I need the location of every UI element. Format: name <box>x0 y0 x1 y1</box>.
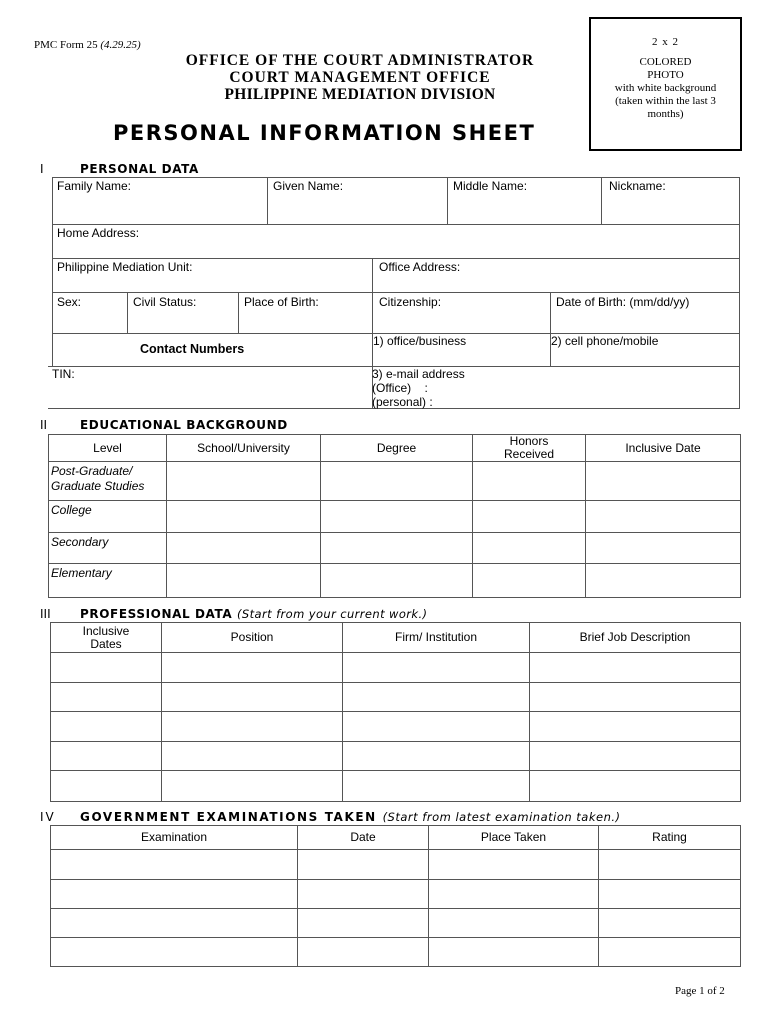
education-cell[interactable] <box>586 462 741 501</box>
photo-line-1: COLORED <box>639 56 692 68</box>
table-row <box>51 712 741 742</box>
education-cell[interactable] <box>167 564 321 598</box>
professional-cell[interactable] <box>530 653 741 683</box>
exam-cell[interactable] <box>298 938 429 967</box>
level-label: College <box>51 503 92 517</box>
professional-cell[interactable] <box>51 712 162 742</box>
office-title-2: COURT MANAGEMENT OFFICE <box>229 69 491 86</box>
table-row <box>51 909 741 938</box>
photo-box[interactable] <box>589 17 742 151</box>
sex-label: Sex: <box>57 295 82 309</box>
office-title-3: PHILIPPINE MEDIATION DIVISION <box>224 86 496 103</box>
exam-cell[interactable] <box>51 880 298 909</box>
section-4-number: IV <box>40 810 56 824</box>
professional-cell[interactable] <box>51 742 162 771</box>
professional-cell[interactable] <box>530 712 741 742</box>
photo-line-2: PHOTO <box>647 69 684 81</box>
education-level-college <box>49 501 167 533</box>
email-office-label: (Office) : <box>372 381 428 395</box>
education-cell[interactable] <box>321 564 473 598</box>
form-number-text: PMC Form 25 <box>34 39 98 51</box>
education-cell[interactable] <box>473 462 586 501</box>
section-3-title: PROFESSIONAL DATA <box>80 607 233 621</box>
exam-cell[interactable] <box>51 850 298 880</box>
form-date: (4.29.25) <box>100 39 141 51</box>
education-level-elementary <box>49 564 167 598</box>
place-of-birth-label: Place of Birth: <box>244 295 319 309</box>
table-row <box>51 771 741 802</box>
table-row <box>51 938 741 967</box>
home-address-field[interactable] <box>52 224 740 259</box>
education-level-postgrad <box>49 462 167 501</box>
exam-cell[interactable] <box>599 880 741 909</box>
table-row <box>51 683 741 712</box>
nickname-label: Nickname: <box>609 179 666 193</box>
professional-cell[interactable] <box>343 712 530 742</box>
table-row <box>51 850 741 880</box>
photo-line-5: months) <box>647 108 684 120</box>
professional-cell[interactable] <box>343 742 530 771</box>
education-cell[interactable] <box>586 564 741 598</box>
email-block <box>372 367 465 409</box>
tin-field[interactable] <box>48 366 373 409</box>
middle-name-label: Middle Name: <box>453 179 528 193</box>
professional-header-description: Brief Job Description <box>530 623 741 653</box>
professional-cell[interactable] <box>162 653 343 683</box>
professional-header-firm: Firm/ Institution <box>343 623 530 653</box>
professional-cell[interactable] <box>162 712 343 742</box>
cell-phone-label: 2) cell phone/mobile <box>551 334 659 348</box>
education-cell[interactable] <box>473 533 586 564</box>
education-header-honors: Honors Received <box>473 435 586 462</box>
professional-header-dates: Inclusive Dates <box>51 623 162 653</box>
photo-size: 2 x 2 <box>652 36 679 48</box>
examinations-header-place: Place Taken <box>429 826 599 850</box>
professional-cell[interactable] <box>530 683 741 712</box>
level-label: Secondary <box>51 535 109 549</box>
family-name-label: Family Name: <box>57 179 132 193</box>
education-cell[interactable] <box>167 462 321 501</box>
section-1-number: I <box>40 162 44 176</box>
exam-cell[interactable] <box>599 938 741 967</box>
table-row <box>49 462 741 501</box>
section-3-subtitle: (Start from your current work.) <box>237 607 428 621</box>
table-row <box>49 564 741 598</box>
page-number: Page 1 of 2 <box>675 985 725 997</box>
exam-cell[interactable] <box>298 909 429 938</box>
professional-cell[interactable] <box>162 683 343 712</box>
section-4-title: GOVERNMENT EXAMINATIONS TAKEN <box>80 810 377 824</box>
section-3-number: III <box>40 607 51 621</box>
education-cell[interactable] <box>167 533 321 564</box>
mediation-unit-label: Philippine Mediation Unit: <box>57 260 193 274</box>
section-3-heading <box>80 607 427 621</box>
professional-cell[interactable] <box>51 683 162 712</box>
section-4-subtitle: (Start from latest examination taken.) <box>382 810 621 824</box>
professional-cell[interactable] <box>162 771 343 802</box>
education-cell[interactable] <box>321 462 473 501</box>
citizenship-label: Citizenship: <box>379 295 442 309</box>
education-header-level: Level <box>49 435 167 462</box>
section-2-title: EDUCATIONAL BACKGROUND <box>80 418 288 432</box>
exam-cell[interactable] <box>429 938 599 967</box>
table-row <box>51 742 741 771</box>
exam-cell[interactable] <box>298 880 429 909</box>
exam-cell[interactable] <box>298 850 429 880</box>
professional-cell[interactable] <box>51 653 162 683</box>
page-title: PERSONAL INFORMATION SHEET <box>113 121 536 145</box>
professional-cell[interactable] <box>162 742 343 771</box>
section-1-title: PERSONAL DATA <box>80 162 199 176</box>
table-row <box>51 653 741 683</box>
examinations-header-exam: Examination <box>51 826 298 850</box>
photo-line-4: (taken within the last 3 <box>615 95 716 107</box>
exam-cell[interactable] <box>429 850 599 880</box>
professional-header-row <box>51 623 741 653</box>
section-4-heading <box>80 810 621 824</box>
date-of-birth-label: Date of Birth: (mm/dd/yy) <box>556 295 690 309</box>
education-table <box>48 434 741 598</box>
professional-cell[interactable] <box>51 771 162 802</box>
professional-cell[interactable] <box>343 683 530 712</box>
photo-line-3: with white background <box>614 82 717 94</box>
education-level-secondary <box>49 533 167 564</box>
education-cell[interactable] <box>586 501 741 533</box>
exam-cell[interactable] <box>599 850 741 880</box>
form-number <box>34 39 141 51</box>
table-row <box>49 533 741 564</box>
education-header-inclusive-date: Inclusive Date <box>586 435 741 462</box>
education-cell[interactable] <box>321 533 473 564</box>
education-cell[interactable] <box>586 533 741 564</box>
education-header-degree: Degree <box>321 435 473 462</box>
professional-cell[interactable] <box>530 742 741 771</box>
education-cell[interactable] <box>167 501 321 533</box>
tin-label: TIN: <box>52 367 75 381</box>
examinations-header-rating: Rating <box>599 826 741 850</box>
email-label: 3) e-mail address <box>372 367 465 381</box>
personal-data-form <box>52 177 740 409</box>
exam-cell[interactable] <box>429 909 599 938</box>
examinations-header-date: Date <box>298 826 429 850</box>
contact-numbers-label: Contact Numbers <box>140 342 245 356</box>
education-cell[interactable] <box>473 501 586 533</box>
office-title-1: OFFICE OF THE COURT ADMINISTRATOR <box>185 52 535 69</box>
education-header-school: School/University <box>167 435 321 462</box>
examinations-header-row <box>51 826 741 850</box>
education-cell[interactable] <box>473 564 586 598</box>
professional-cell[interactable] <box>343 771 530 802</box>
section-2-number: II <box>40 418 48 432</box>
professional-cell[interactable] <box>530 771 741 802</box>
examinations-table <box>50 825 741 967</box>
exam-cell[interactable] <box>51 909 298 938</box>
email-personal-label: (personal) : <box>372 395 433 409</box>
professional-header-position: Position <box>162 623 343 653</box>
home-address-label: Home Address: <box>57 226 140 240</box>
education-cell[interactable] <box>321 501 473 533</box>
exam-cell[interactable] <box>429 880 599 909</box>
exam-cell[interactable] <box>51 938 298 967</box>
table-row <box>49 501 741 533</box>
office-address-label: Office Address: <box>379 260 461 274</box>
level-label: Elementary <box>51 566 112 580</box>
education-header-row <box>49 435 741 462</box>
professional-table <box>50 622 741 802</box>
office-business-label: 1) office/business <box>373 334 467 348</box>
level-label: Post-Graduate/ Graduate Studies <box>51 464 145 493</box>
civil-status-label: Civil Status: <box>133 295 197 309</box>
professional-cell[interactable] <box>343 653 530 683</box>
exam-cell[interactable] <box>599 909 741 938</box>
table-row <box>51 880 741 909</box>
given-name-label: Given Name: <box>273 179 344 193</box>
